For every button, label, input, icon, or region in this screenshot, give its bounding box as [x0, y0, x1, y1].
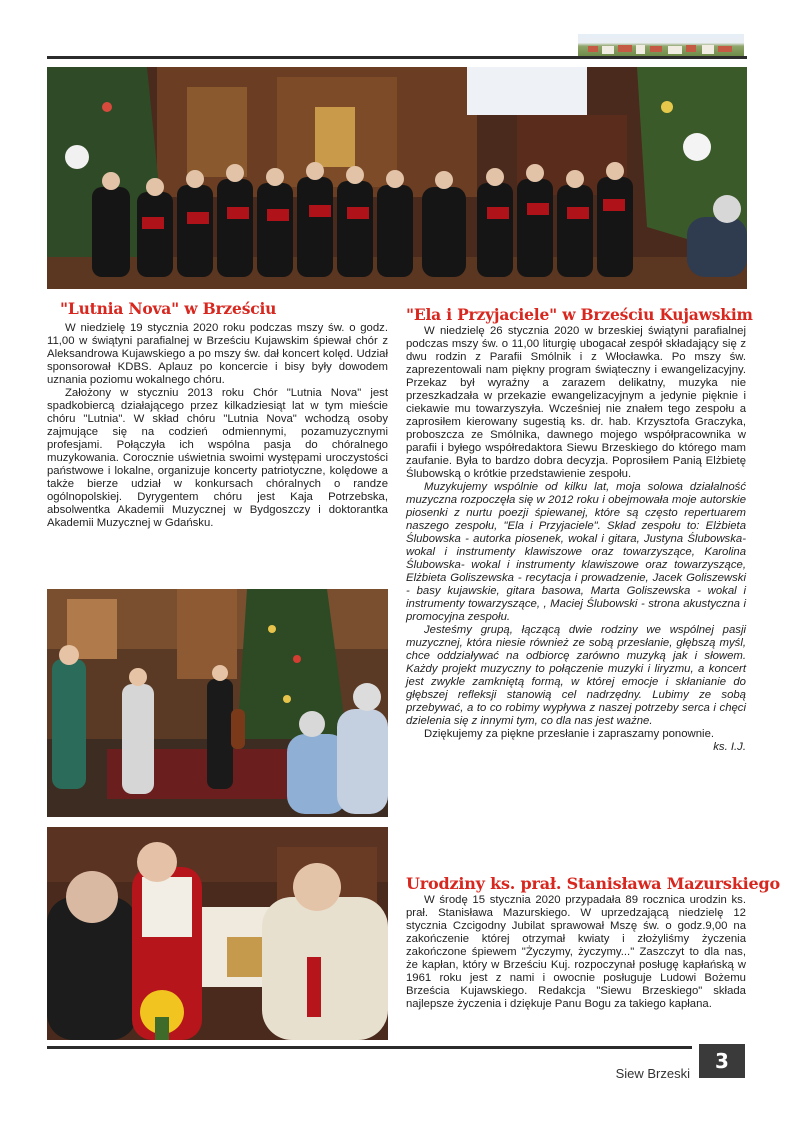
jubilee-photo: [47, 827, 388, 1040]
article2-paragraph-2: Muzykujemy wspólnie od kilku lat, moja solowa działalność muzyczna rozpoczęła się w 2012 roku i obejmowała moje autorskie piosenki z nurtu poezji śpiewanej, które są często repertuarem naszego zespołu, "Ela i Przyjaciele". Skład zespołu to: Elżbieta Ślubowska - autorka piosenek, wokal i gitara, Justyna Ślubowska- wokal i instrumenty klawiszowe oraz towarzyszące, Karolina Ślubowska- wokal i instrumenty klawiszowe oraz towarzyszące, Elżbieta Goliszewska - recytacja i prowadzenie, Jacek Goliszewski - basy kujawskie, gitara basowa, Marta Goliszewska - wokal i instrumenty towarzyszące, , Maciej Ślubowski - strona akustyczna i promocyjna zespołu.: [406, 481, 746, 623]
header-rule: [47, 56, 747, 59]
article2-body: [406, 325, 746, 753]
choir-photo: [47, 67, 747, 289]
article3-paragraph: W środę 15 stycznia 2020 przypadała 89 rocznica urodzin ks. prał. Stanisława Mazurskiego. W uprzedzającą niedzielę 12 stycznia Czcigodny Jubilat sprawował Mszę św. o godz.9,00 na zakończenie której otrzymał kwiaty i złożyliśmy życzenia zakończone śpiewem "Życzymy, życzymy..." Zaszczyt to dla nas, że kapłan, który w Brześciu Kuj. rozpoczynał posługę kapłańską w 1961 roku jest z nami i owocnie posługuje Ludowi Bożemu Brześcia Kujawskiego. Redakcja "Siewu Brzeskiego" składa najlepsze życzenia i dziękuje Panu Bogu za takiego kapłana.: [406, 894, 746, 1010]
article2-paragraph-1: W niedzielę 26 stycznia 2020 w brzeskiej świątyni parafialnej podczas mszy św. o 11,00 liturgię ubogacał zespół składający się z dwu rodzin z Parafii Smólnik i z Włocławka. Po mszy św. zaprezentowali nam piękny program świąteczny i ewangelizacyjny. Przekaz był wyraźny a zarazem delikatny, muzyka nie przeszkadzała w przekazie ewangelizacyjnym a jedynie pięknie i ciekawie mu towarzyszyła. Wcześniej nie znałem tego zespołu a zaprosiłem kierowany sugestią ks. dr. hab. Krzysztofa Graczyka, proboszcza ze Smólnika, dawnego mojego współpracownika w parafii i byłego współredaktora Siewu Brzeskiego do którego mam zaufanie. Była to bardzo dobra decyzja. Poprosiłem Panią Elżbietę Ślubowską o krótkie przedstawienie zespołu.: [406, 325, 746, 480]
article1-paragraph-2: Założony w styczniu 2013 roku Chór "Lutnia Nova" jest spadkobiercą działającego przez kilkadziesiąt lat w tym mieście chóru "Lutnia". W skład chóru "Lutnia Nova" wchodzą osoby zajmujące się na codzień odmiennymi, pozamuzycznymi profesjami. Połączyła ich wspólna pasja do chóralnego muzykowania. Corocznie uświetnia swoimi występami uroczystości państwowe i lokalne, organizuje koncerty patriotyczne, kolędowe a także bierze udział w konkursach chóralnych o randze ogólnopolskiej. Dyrygentem chóru jest Kaja Potrzebska, absolwentka Akademii Muzycznej w Bydgoszczy i doktorantka Akademii Muzycznej w Gdańsku.: [47, 387, 388, 529]
ensemble-photo: [47, 589, 388, 817]
article3-body: [406, 894, 746, 1011]
article3-heading: Urodziny ks. prał. Stanisława Mazurskiego: [406, 874, 780, 893]
article1-heading: "Lutnia Nova" w Brześciu: [60, 299, 277, 318]
article2-paragraph-3: Jesteśmy grupą, łączącą dwie rodziny we wspólnej pasji muzycznej, która niesie również ze sobą przesłanie, głębszą myśl, chce oddziaływać na odbiorcę zarówno muzyką jak i słowem. Każdy projekt muzyczny to połączenie muzyki i liryzmu, a koncert jest zwykle zamkniętą formą, w której emocje i skłanianie do głębszej refleksji stanowią cel nadrzędny. Lubimy ze sobą przebywać, a to co robimy wypływa z naszej potrzeby serca i chęci dzielenia się z innymi tym, co dla nas jest ważne.: [406, 624, 746, 727]
article2-heading: "Ela i Przyjaciele" w Brześciu Kujawskim: [406, 305, 753, 324]
footer-title: Siew Brzeski: [615, 1066, 690, 1081]
article2-paragraph-4: Dziękujemy za piękne przesłanie i zapraszamy ponownie.: [424, 728, 715, 740]
page-number: 3: [699, 1044, 745, 1078]
header-village-image: [578, 34, 744, 56]
article1-paragraph-1: W niedzielę 19 stycznia 2020 roku podczas mszy św. o godz. 11,00 w świątyni parafialnej w Brześciu Kujawskim śpiewał chór z Aleksandrowa Kujawskiego a po mszy św. dał koncert kolęd. Udział sponsorował KDBS. Aplauz po koncercie i bisy były dowodem uznania poziomu wokalnego chóru.: [47, 322, 388, 386]
article1-body: [47, 322, 388, 530]
footer-rule: [47, 1046, 692, 1049]
article2-signature: ks. I.J.: [713, 741, 746, 753]
